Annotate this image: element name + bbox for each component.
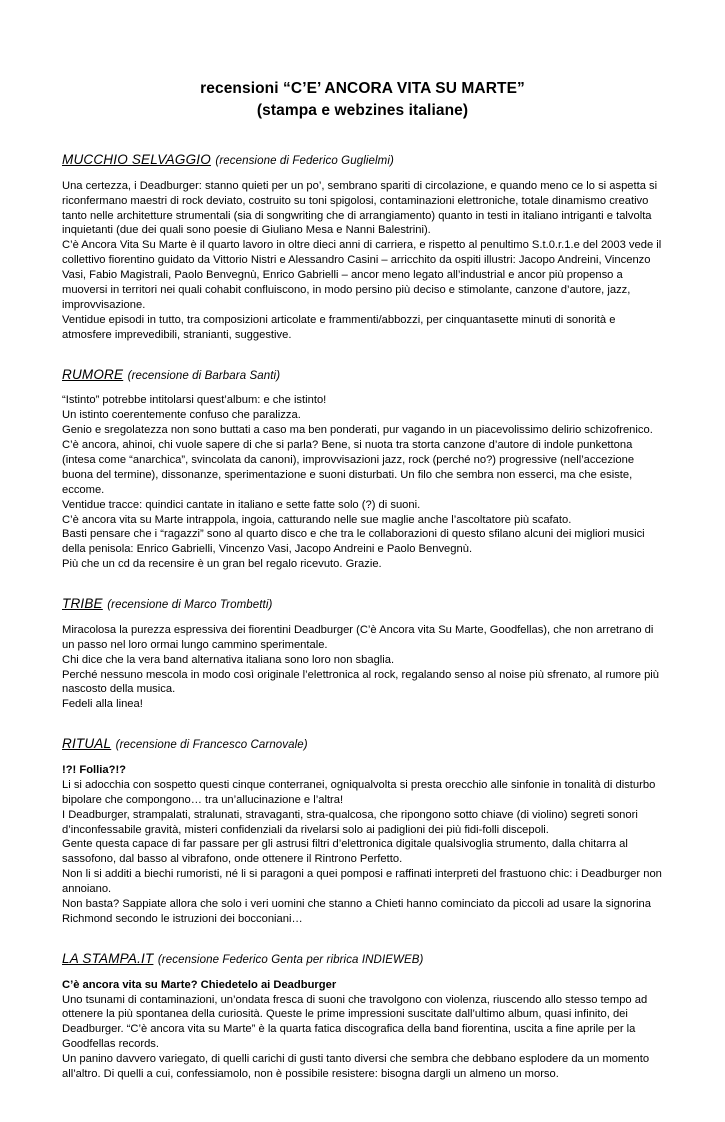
review-section [62, 734, 663, 927]
review-body [62, 778, 663, 927]
title-line-2: (stampa e webzines italiane) [256, 102, 469, 119]
outlet-name: MUCCHIO SELVAGGIO [62, 152, 211, 167]
page-title [62, 78, 663, 122]
outlet-name: RUMORE [62, 366, 124, 382]
paragraph: Chi dice che la vera band alternativa italiana sono loro non sbaglia. [62, 653, 395, 666]
paragraph: Li si adocchia con sospetto questi cinque conterranei, ogniqualvolta si presta orecchio alle sinfonie in tonalità di disturbo bipolare che compongono… tra un’allucinazione e l’altra! [62, 778, 656, 806]
review-lead: !?! Follia?!? [62, 764, 127, 777]
review-heading [62, 594, 663, 615]
paragraph: Gente questa capace di far passare per gli astrusi filtri d’elettronica digitale qualsivoglia strumento, dalla chitarra al sassofono, dal basso al vibrafono, onde ottenere il Rintrono Perfetto. [62, 838, 628, 866]
paragraph: Una certezza, i Deadburger: stanno quieti per un po’, sembrano spariti di circolazione, e quando meno ce lo si aspetta si riconfermano maestri di rock deviato, costruito su toni spigolosi, contaminazioni elettroniche, totale dinamismo creativo tanto nelle architetture strumentali (sia di songwriting che di arrangiamento) quanto in testi in italiano intriganti e talvolta inquietanti (due dei quali sono poesie di Giuliano Mesa e Nanni Balestrini). [62, 179, 658, 237]
title-line-1: recensioni “C’E’ ANCORA VITA SU MARTE” [200, 80, 525, 97]
review-heading [62, 734, 663, 755]
paragraph: Un istinto coerentemente confuso che paralizza. [62, 409, 301, 422]
review-section [62, 365, 663, 572]
review-byline: (recensione di Barbara Santi) [127, 369, 281, 382]
paragraph: C’è ancora vita su Marte intrappola, ingoia, catturando nelle sue maglie anche l’ascoltatore più scafato. [62, 513, 572, 526]
paragraph: Miracolosa la purezza espressiva dei fiorentini Deadburger (C’è Ancora vita Su Marte, Goodfellas), che non arretrano di un passo nel loro ormai lungo cammino sperimentale. [62, 623, 654, 651]
review-byline: (recensione Federico Genta per ribrica INDIEWEB) [157, 953, 424, 966]
review-body [62, 393, 663, 572]
paragraph: Perché nessuno mescola in modo così originale l’elettronica al rock, regalando senso al noise più sfrenato, al rumore più nascosto della musica. [62, 668, 659, 696]
review-section [62, 150, 663, 343]
review-body [62, 179, 663, 343]
paragraph: Ventidue episodi in tutto, tra composizioni articolate e frammenti/abbozzi, per cinquantasette minuti di sonorità e atmosfere imprevedibili, stranianti, suggestive. [62, 313, 616, 341]
outlet-name: RITUAL [62, 736, 112, 752]
paragraph: Fedeli alla linea! [62, 698, 143, 711]
paragraph: I Deadburger, strampalati, stralunati, stravaganti, stra-qualcosa, che ripongono sotto chiave (di violino) segreti sonori d’inconfessabile gravità, misteri confidenziali da rivelarsi solo ai padiglioni dei più fidi-folli discepoli. [62, 808, 638, 836]
review-heading [62, 365, 663, 386]
review-byline: (recensione di Marco Trombetti) [107, 599, 273, 612]
review-byline: (recensione di Francesco Carnovale) [115, 739, 308, 752]
paragraph: C’è Ancora Vita Su Marte è il quarto lavoro in oltre dieci anni di carriera, e rispetto al penultimo S.t.0.r.1.e del 2003 vede il collettivo fiorentino guidato da Vittorio Nistri e Alessandro Casini – arricchito da ospiti illustri: Jacopo Andreini, Vincenzo Vasi, Fabio Magistrali, Paolo Benvegnù, Enrico Gabrielli – ancor meno legato all’industrial e ancor più propenso a muoversi in territori nei quali cohabit confluiscono, in modo persino più deciso e stimolante, canzone d’autore, jazz, improvvisazione. [62, 239, 662, 311]
outlet-name: LA STAMPA.IT [62, 950, 154, 966]
paragraph: Uno tsunami di contaminazioni, un’ondata fresca di suoni che travolgono con violenza, riuscendo allo stesso tempo ad ottenere la più spontanea della curiosità. Queste le prime impressioni suscitate dall’ultimo album, quasi infinito, dei Deadburger. “C’è ancora vita su Marte” è la quarta fatica discografica della band fiorentina, uscita a fine aprile per la Goodfellas records. [62, 993, 648, 1051]
paragraph: “Istinto” potrebbe intitolarsi quest’album: e che istinto! [62, 394, 327, 407]
review-heading [62, 150, 663, 171]
paragraph: Non li si additi a biechi rumoristi, né li si paragoni a quei pomposi e raffinati interpreti del frastuono chic: i Deadburger non annoiano. [62, 868, 662, 896]
paragraph: Genio e sregolatezza non sono buttati a caso ma ben ponderati, pur vagando in un piacevolissimo delirio schizofrenico. [62, 424, 653, 437]
paragraph: Ventidue tracce: quindici cantate in italiano e sette fatte solo (?) di suoni. [62, 498, 421, 511]
review-section [62, 949, 663, 1082]
review-lead: C’è ancora vita su Marte? Chiedetelo ai Deadburger [62, 978, 337, 991]
paragraph: Non basta? Sappiate allora che solo i veri uomini che stanno a Chieti hanno cominciato da piccoli ad usare la signorina Richmond secondo le istruzioni dei bocconiani… [62, 898, 651, 925]
review-body [62, 623, 663, 712]
paragraph: C’è ancora, ahinoi, chi vuole sapere di che si parla? Bene, si nuota tra storta canzone d’autore di indole punkettona (intesa come “anarchica”, svincolata da canoni), improvvisazioni jazz, rock (perché no?) progressive (nell’accezione buona del termine), dissonanze, sperimentazione e suoni disturbati. Un filo che sembra non esserci, ma che esiste, eccome. [62, 439, 635, 496]
review-heading [62, 949, 663, 970]
outlet-name: TRIBE [62, 596, 103, 612]
review-byline: (recensione di Federico Guglielmi) [215, 155, 394, 167]
paragraph: Più che un cd da recensire è un gran bel regalo ricevuto. Grazie. [62, 558, 382, 571]
review-section [62, 594, 663, 712]
paragraph: Basti pensare che i “ragazzi” sono al quarto disco e che tra le collaborazioni di questo sfilano alcuni dei migliori musici della penisola: Enrico Gabrielli, Vincenzo Vasi, Jacopo Andreini e Paolo Benvegnù. [62, 528, 645, 556]
review-body [62, 993, 663, 1082]
paragraph: Un panino davvero variegato, di quelli carichi di gusti tanto diversi che sembra che debbano esplodere da un momento all’altro. Di quelli a cui, confessiamolo, non è possibile resistere: bisogna dargli un almeno un morso. [62, 1053, 650, 1080]
